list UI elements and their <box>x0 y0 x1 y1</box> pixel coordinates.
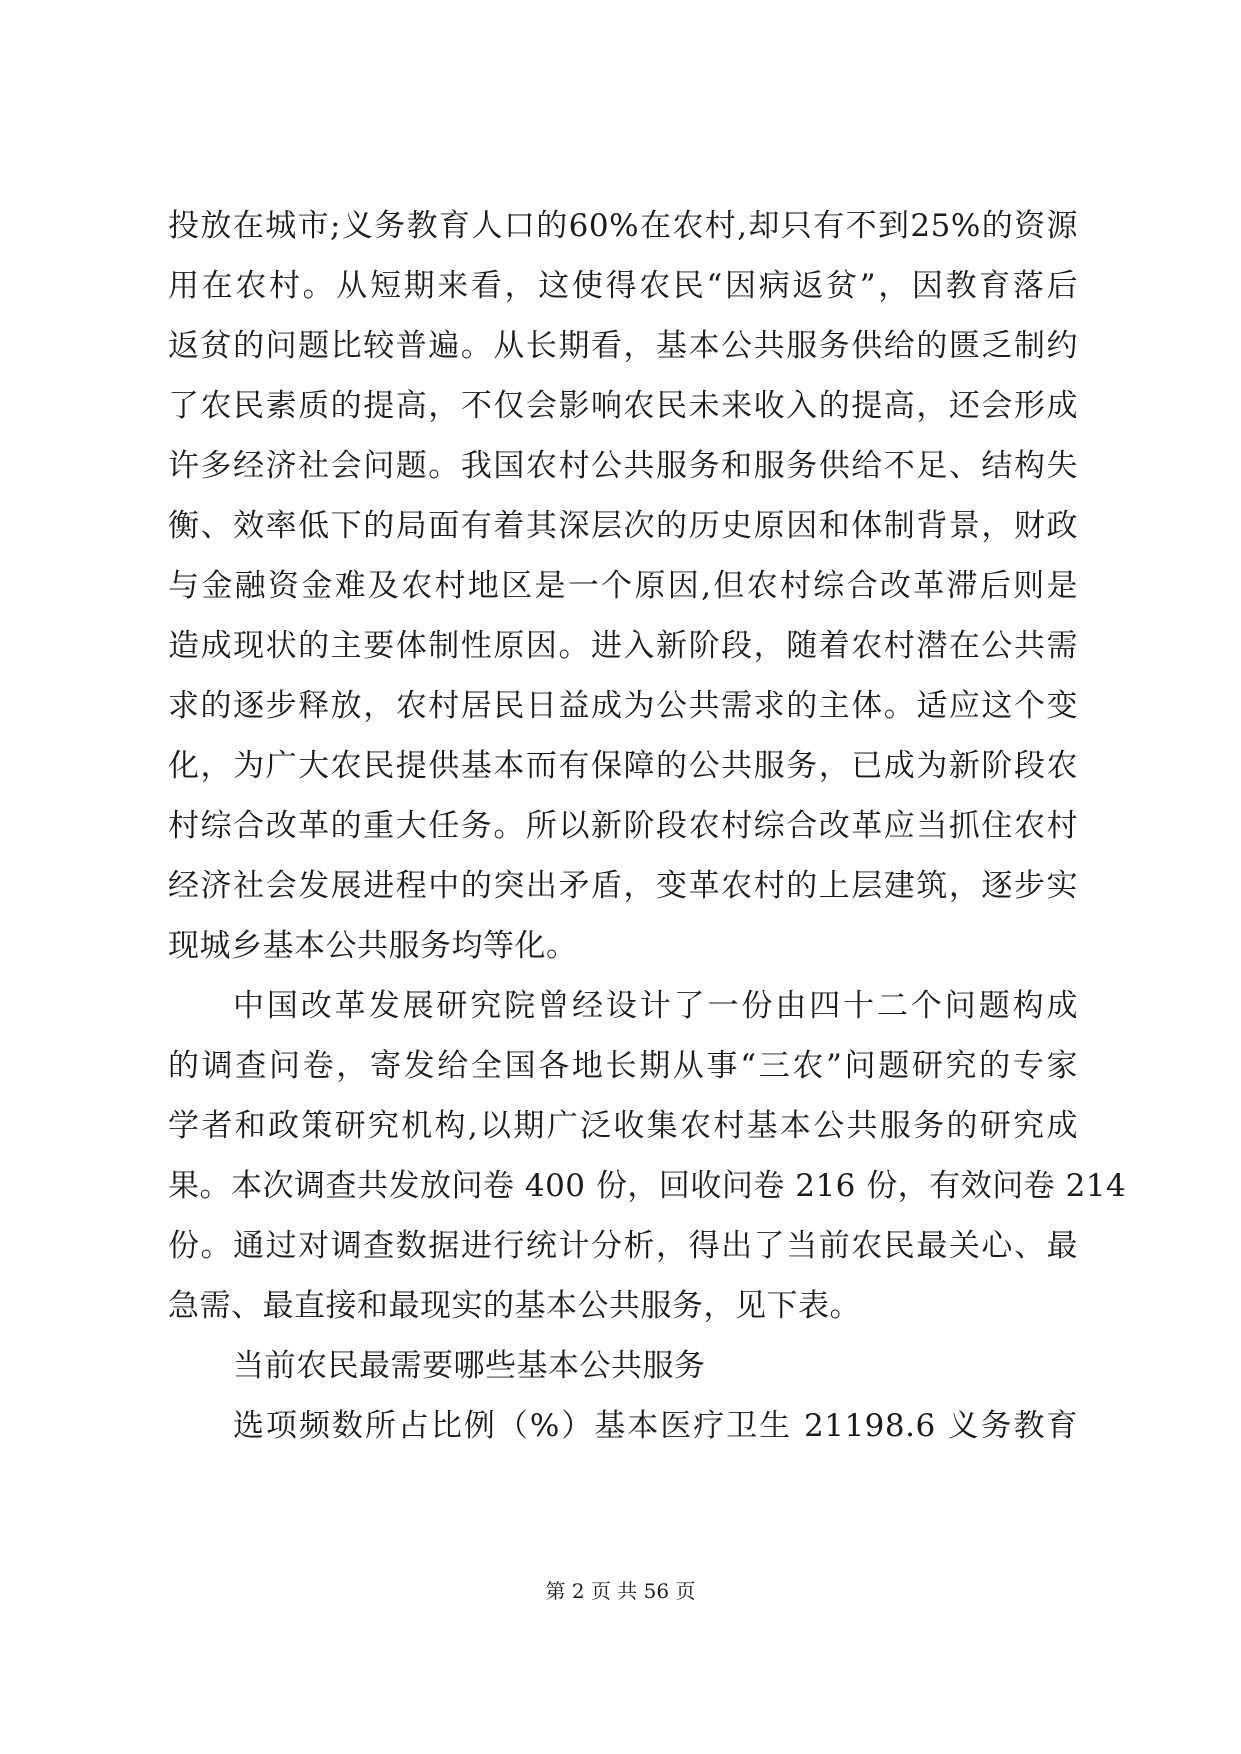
text-line: 求的逐步释放，农村居民日益成为公共需求的主体。适应这个变 <box>168 688 1078 724</box>
text-line: 的调查问卷，寄发给全国各地长期从事“三农”问题研究的专家 <box>168 1048 1078 1084</box>
text-line: 与金融资金难及农村地区是一个原因,但农村综合改革滞后则是 <box>168 568 1078 604</box>
text-line: 果。本次调查共发放问卷 400 份，回收问卷 216 份，有效问卷 214 <box>168 1168 1127 1204</box>
text-line: 许多经济社会问题。我国农村公共服务和服务供给不足、结构失 <box>168 448 1078 484</box>
text-line: 村综合改革的重大任务。所以新阶段农村综合改革应当抓住农村 <box>168 808 1078 844</box>
text-line: 了农民素质的提高，不仅会影响农民未来收入的提高，还会形成 <box>168 388 1078 424</box>
text-line: 现城乡基本公共服务均等化。 <box>168 928 578 964</box>
text-line: 学者和政策研究机构,以期广泛收集农村基本公共服务的研究成 <box>168 1108 1078 1144</box>
text-line: 投放在城市;义务教育人口的60%在农村,却只有不到25%的资源 <box>168 208 1078 244</box>
text-line: 造成现状的主要体制性原因。进入新阶段，随着农村潜在公共需 <box>168 628 1078 664</box>
text-line: 急需、最直接和最现实的基本公共服务，见下表。 <box>168 1288 861 1324</box>
text-line: 化，为广大农民提供基本而有保障的公共服务，已成为新阶段农 <box>168 748 1078 784</box>
page-footer: 第 2 页 共 56 页 <box>545 1579 696 1603</box>
text-line: 返贫的问题比较普遍。从长期看，基本公共服务供给的匮乏制约 <box>168 328 1078 364</box>
text-line: 中国改革发展研究院曾经设计了一份由四十二个问题构成 <box>233 988 1078 1024</box>
text-line: 份。通过对调查数据进行统计分析，得出了当前农民最关心、最 <box>168 1228 1078 1264</box>
text-line: 用在农村。从短期来看，这使得农民“因病返贫”，因教育落后 <box>168 268 1078 304</box>
text-line: 衡、效率低下的局面有着其深层次的历史原因和体制背景，财政 <box>168 508 1078 544</box>
table-title: 当前农民最需要哪些基本公共服务 <box>233 1348 706 1384</box>
table-row-text: 选项频数所占比例（%）基本医疗卫生 21198.6 义务教育 <box>233 1408 1078 1444</box>
text-line: 经济社会发展进程中的突出矛盾，变革农村的上层建筑，逐步实 <box>168 868 1078 904</box>
